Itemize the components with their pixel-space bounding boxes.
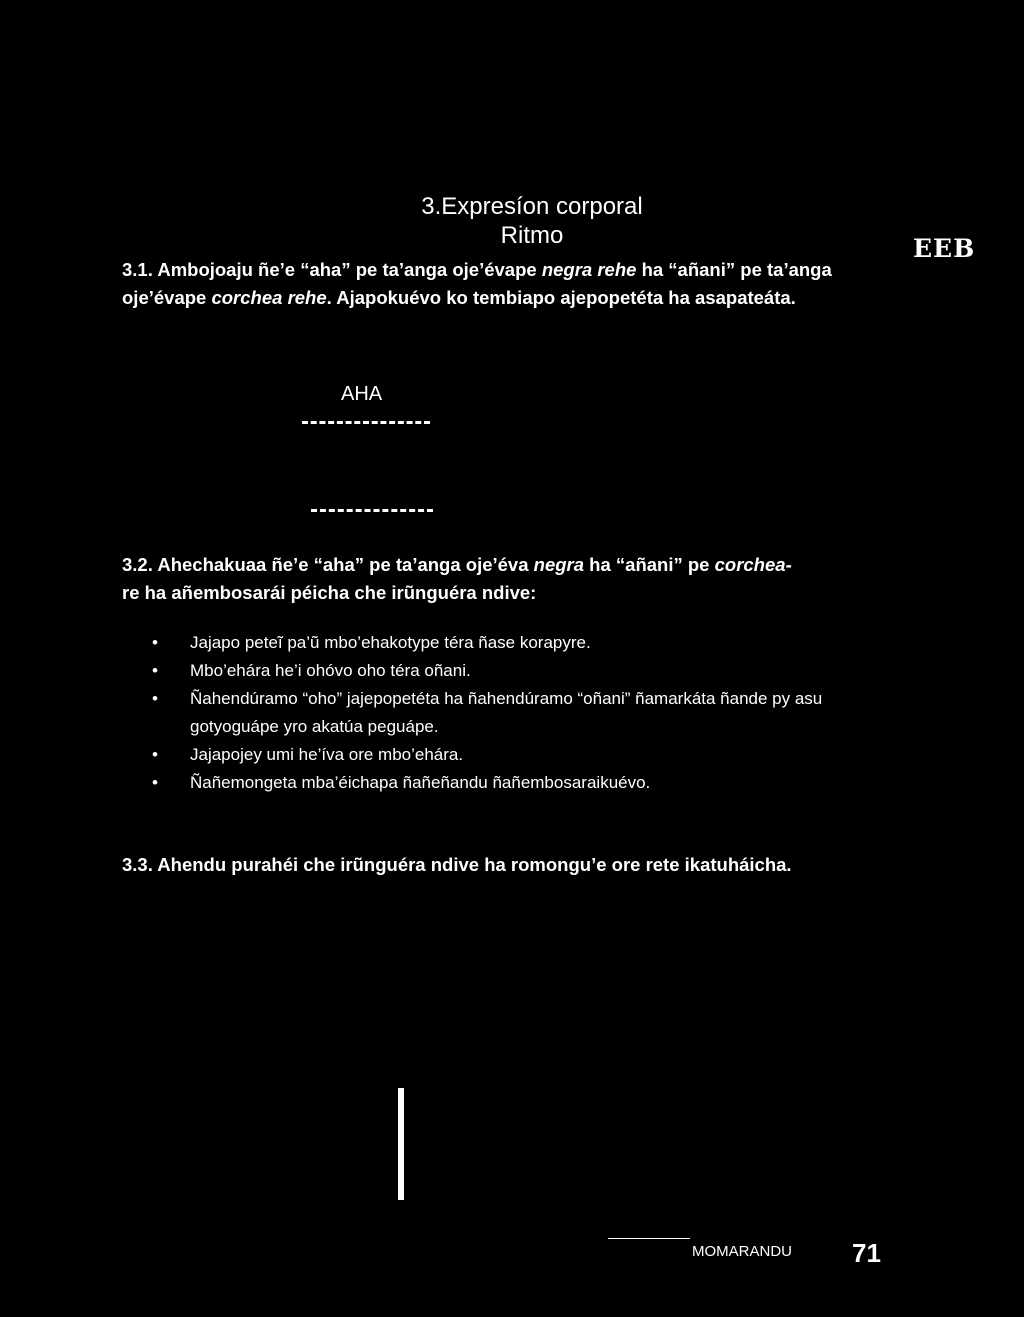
bullet-icon: • <box>152 773 158 792</box>
list-item-text: Ñahendúramo “oho” jajepopetéta ha ñahendúramo “oñani” ñamarkáta ñande py asu gotyoguápe yro akatúa peguápe. <box>190 689 823 736</box>
section-text: ha “añani” pe ta’anga oje’évape <box>122 259 832 308</box>
bullet-icon: • <box>152 745 158 764</box>
section-3-2 <box>122 551 892 607</box>
list-item-text: Ñañemongeta mba’éichapa ñañeñandu ñañembosaraikuévo. <box>190 773 651 792</box>
section-text: Ahechakuaa ñe’e “aha” pe ta’anga oje’éva <box>157 554 534 575</box>
footer-rule <box>608 1238 690 1239</box>
bullet-icon: • <box>152 633 158 652</box>
list-item-text: Jajapo peteĩ pa’ũ mbo’ehakotype téra ñase korapyre. <box>190 633 591 652</box>
rhythm-line-1 <box>302 421 430 424</box>
footer-label: MOMARANDU <box>692 1243 792 1260</box>
title-line-2: Ritmo <box>500 222 564 249</box>
list-item <box>152 657 872 685</box>
section-3-3: 3.3. Ahendu purahéi che irũnguéra ndive ha romongu’e ore rete ikatuháicha. <box>122 854 792 875</box>
section-italic: negra rehe <box>541 259 637 280</box>
section-number: 3.1. <box>122 259 153 280</box>
section-text: . Ajapokuévo ko tembiapo ajepopetéta ha asapateáta. <box>326 287 796 308</box>
list-item <box>152 629 872 657</box>
section-italic: negra <box>533 554 585 575</box>
section-text: Ambojoaju ñe’e “aha” pe ta’anga oje’évape <box>157 259 542 280</box>
brand-logo: EEB <box>913 234 976 263</box>
section-italic: corchea rehe <box>211 287 327 308</box>
vertical-bar <box>398 1088 404 1200</box>
list-item-text: Jajapojey umi he’íva ore mbo’ehára. <box>190 745 464 764</box>
section-number: 3.2. <box>122 554 153 575</box>
section-text: re ha añembosarái péicha che irũnguéra ndive: <box>122 582 537 603</box>
list-item <box>152 685 872 741</box>
title-line-1: 3.Expresíon corporal <box>421 193 643 220</box>
list-item-text: Mbo’ehára he’i ohóvo oho téra oñani. <box>190 661 471 680</box>
list-item <box>152 769 872 797</box>
section-3-1 <box>122 256 882 312</box>
bullet-icon: • <box>152 661 158 680</box>
aha-label: AHA <box>341 383 383 405</box>
bullet-icon: • <box>152 689 158 708</box>
section-text: ha “añani” pe <box>584 554 715 575</box>
rhythm-line-2 <box>311 509 433 512</box>
section-italic: corchea- <box>714 554 792 575</box>
page-number: 71 <box>852 1238 881 1268</box>
instruction-list <box>152 629 872 797</box>
list-item <box>152 741 872 769</box>
page-title <box>0 192 1024 250</box>
